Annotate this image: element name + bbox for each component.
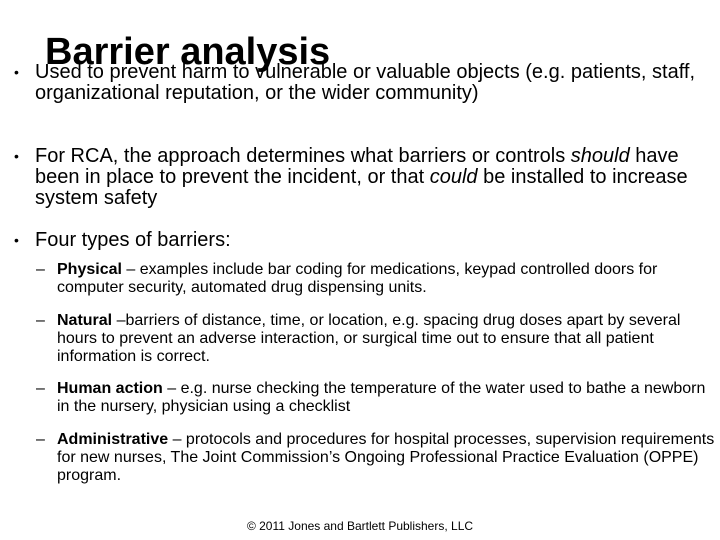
barrier-description: –barriers of distance, time, or location, e.g. spacing drug doses apart by several hours to prevent an adverse interaction, or surgical time out to ensure that all patient information is correct.: [57, 312, 681, 365]
bullet-item: [14, 146, 714, 209]
sub-bullet-text: [57, 312, 716, 366]
sub-bullet-text: [57, 431, 716, 485]
bullet-text-part: For RCA, the approach determines what barriers or controls: [35, 145, 571, 167]
emphasis-should: should: [570, 145, 630, 167]
barrier-term: Physical: [57, 261, 122, 278]
emphasis-could: could: [429, 166, 478, 188]
slide-title: Barrier analysis: [45, 31, 331, 73]
bullet-text-part: have been in place to prevent the incident, or that: [35, 145, 679, 188]
dash-marker: –: [36, 380, 45, 397]
barrier-description: – e.g. nurse checking the temperature of the water used to bathe a newborn in the nursery, physician using a checklist: [57, 380, 706, 415]
bullet-text-part: be installed to increase system safety: [35, 166, 688, 209]
sub-bullet-item: [36, 261, 716, 297]
bullet-item: [14, 230, 714, 251]
bullet-marker: •: [14, 64, 19, 80]
sub-bullet-text: [57, 380, 716, 416]
dash-marker: –: [36, 431, 45, 448]
barrier-term: Human action: [57, 380, 163, 397]
copyright-footer: © 2011 Jones and Bartlett Publishers, LLC: [246, 519, 474, 533]
bullet-marker: •: [14, 148, 19, 164]
sub-bullet-item: [36, 431, 716, 485]
barrier-description: – protocols and procedures for hospital processes, supervision requirements for new nurses, The Joint Commission’s Ongoing Professional Practice Evaluation (OPPE) program.: [57, 431, 715, 484]
dash-marker: –: [36, 261, 45, 278]
bullet-marker: •: [14, 232, 19, 248]
bullet-text: [35, 146, 714, 209]
barrier-term: Administrative: [57, 431, 169, 448]
barrier-description: – examples include bar coding for medications, keypad controlled doors for computer security, automated drug dispensing units.: [57, 261, 658, 296]
sub-bullet-item: [36, 380, 716, 416]
barrier-term: Natural: [57, 312, 113, 329]
bullet-text: Four types of barriers:: [35, 229, 231, 251]
bullet-text: Used to prevent harm to vulnerable or valuable objects (e.g. patients, staff, organizational reputation, or the wider community): [35, 61, 695, 104]
dash-marker: –: [36, 312, 45, 329]
sub-bullet-text: [57, 261, 716, 297]
sub-bullet-item: [36, 312, 716, 366]
